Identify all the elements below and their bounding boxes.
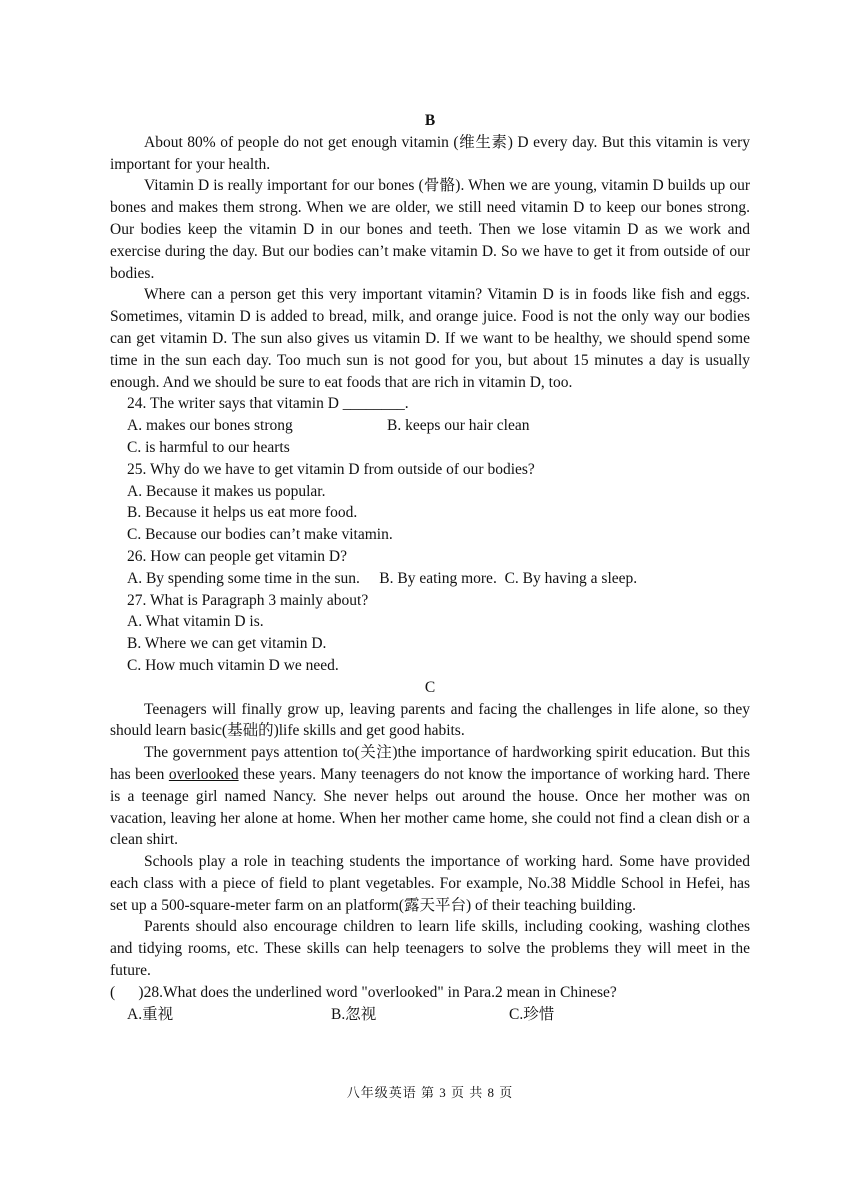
question-27-option-a: A. What vitamin D is. bbox=[127, 613, 264, 631]
question-27-option-b: B. Where we can get vitamin D. bbox=[127, 635, 327, 653]
section-b-heading: B bbox=[424, 112, 436, 129]
passage-c-paragraph-2-end: these years. Many teenagers do not know the importance of working hard. There is a teenage girl named Nancy. She never helps out around the house. Once her mother was on vacation, leaving her alone at home. When her mother came home, she could not find a clean dish or a clean shirt. bbox=[110, 765, 750, 849]
question-26-stem: 26. How can people get vitamin D? bbox=[127, 547, 347, 565]
passage-b-paragraph-3: Where can a person get this very important vitamin? Vitamin D is in foods like fish and eggs. Sometimes, vitamin D is added to bread, milk, and orange juice. Food is not the only way our bodies can get vitamin D. The sun also gives us vitamin D. If we want to be healthy, we should spend some time in the sun each day. Too much sun is not good for you, but about 15 minutes a day is usually enough. And we should be sure to eat foods that are rich in vitamin D, too. bbox=[110, 286, 750, 391]
question-24-options-row bbox=[110, 415, 750, 437]
question-27-stem: 27. What is Paragraph 3 mainly about? bbox=[127, 591, 369, 609]
passage-c-paragraph-3: Schools play a role in teaching students the importance of working hard. Some have provided each class with a piece of field to plant vegetables. For example, No.38 Middle School in Hefei, has set up a 500-square-meter farm on an platform(露天平台) of their teaching building. bbox=[110, 853, 750, 914]
underlined-word: overlooked bbox=[168, 765, 239, 783]
passage-c-paragraph-1: Teenagers will finally grow up, leaving parents and facing the challenges in life alone, so they should learn basic(基础的)life skills and get good habits. bbox=[110, 700, 750, 740]
question-24-stem: 24. The writer says that vitamin D ________. bbox=[127, 395, 409, 413]
question-27-option-c: C. How much vitamin D we need. bbox=[127, 656, 339, 674]
question-26-options: A. By spending some time in the sun. B. By eating more. C. By having a sleep. bbox=[127, 569, 638, 587]
question-25-stem: 25. Why do we have to get vitamin D from outside of our bodies? bbox=[127, 460, 535, 478]
question-24-option-a: A. makes our bones strong bbox=[127, 417, 293, 435]
passage-c-paragraph-2 bbox=[110, 742, 750, 851]
question-24-option-c: C. is harmful to our hearts bbox=[127, 438, 290, 456]
question-28-option-c: C.珍惜 bbox=[509, 1005, 555, 1023]
question-28-stem: ( )28.What does the underlined word "overlooked" in Para.2 mean in Chinese? bbox=[110, 983, 617, 1001]
passage-b-paragraph-1: About 80% of people do not get enough vitamin (维生素) D every day. But this vitamin is very important for your health. bbox=[110, 133, 750, 173]
question-25-option-b: B. Because it helps us eat more food. bbox=[127, 504, 358, 522]
page-footer: 八年级英语 第 3 页 共 8 页 bbox=[346, 1085, 514, 1100]
passage-b-paragraph-2: Vitamin D is really important for our bones (骨骼). When we are young, vitamin D builds up our bones and makes them strong. When we are older, we still need vitamin D to keep our bones strong. Our bodies keep the vitamin D in our bones and teeth. Then we lose vitamin D as we work and exercise during the day. But our bodies can’t make vitamin D. So we have to get it from outside of our bodies. bbox=[110, 177, 750, 282]
question-28-option-b: B.忽视 bbox=[331, 1005, 377, 1023]
question-25-option-c: C. Because our bodies can’t make vitamin. bbox=[127, 526, 393, 544]
question-28-options-row bbox=[110, 1004, 750, 1026]
question-24-option-b: B. keeps our hair clean bbox=[387, 417, 530, 435]
question-25-option-a: A. Because it makes us popular. bbox=[127, 482, 326, 500]
exam-page bbox=[110, 110, 750, 1025]
section-c-heading: C bbox=[424, 678, 436, 696]
passage-c-paragraph-4: Parents should also encourage children to learn life skills, including cooking, washing clothes and tidying rooms, etc. These skills can help teenagers to solve the problems they will meet in the future. bbox=[110, 918, 750, 980]
passage-c-paragraph-2-start: The government pays attention to(关注)the importance of hardworking spirit education. But this has been bbox=[110, 744, 750, 783]
question-28-option-a: A.重视 bbox=[127, 1005, 174, 1023]
